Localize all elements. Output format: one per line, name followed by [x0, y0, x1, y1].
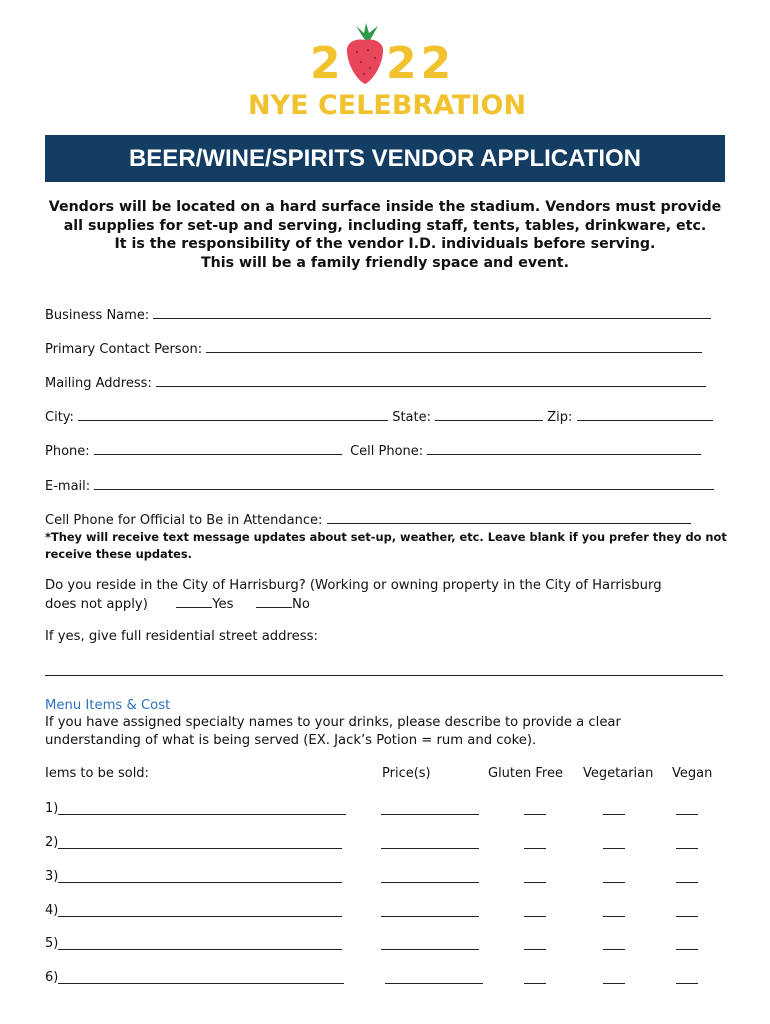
gluten-free-field[interactable] [524, 937, 546, 950]
menu-description-line: If you have assigned specialty names to your drinks, please describe to provide a clear [45, 715, 621, 730]
gluten-free-field[interactable] [524, 971, 546, 984]
price-field[interactable] [381, 937, 479, 950]
residency-question-line2 [45, 595, 735, 614]
mailing-address-field[interactable] [156, 374, 706, 387]
note-line: *They will receive text message updates about set-up, weather, etc. Leave blank if you prefer they do not [45, 530, 727, 544]
column-header-items: Iems to be sold: [45, 766, 149, 781]
vegetarian-field[interactable] [603, 802, 625, 815]
state-label: State: [392, 410, 431, 425]
note-line: receive these updates. [45, 547, 192, 561]
yes-label: Yes [212, 597, 234, 612]
column-header-vegan: Vegan [672, 766, 713, 781]
gluten-free-field[interactable] [524, 904, 546, 917]
residency-question-text: does not apply) [45, 597, 148, 612]
row-number: 3) [45, 869, 59, 884]
official-cell-row [45, 511, 691, 528]
column-header-gluten-free: Gluten Free [488, 766, 563, 781]
logo-year-digits-rest: 22 [386, 38, 456, 89]
residency-question [45, 577, 735, 614]
vegan-field[interactable] [676, 802, 698, 815]
price-field[interactable] [381, 836, 479, 849]
item-field[interactable] [58, 904, 342, 917]
vegetarian-field[interactable] [603, 836, 625, 849]
item-field[interactable] [58, 836, 342, 849]
vegetarian-field[interactable] [603, 937, 625, 950]
phone-row [45, 442, 701, 459]
price-field[interactable] [381, 802, 479, 815]
email-label: E-mail: [45, 479, 91, 494]
mailing-address-row [45, 374, 706, 391]
mailing-address-label: Mailing Address: [45, 376, 152, 391]
no-field[interactable] [256, 595, 292, 608]
row-number: 4) [45, 903, 59, 918]
menu-section-title: Menu Items & Cost [45, 698, 171, 713]
residency-question-line: Do you reside in the City of Harrisburg? (Working or owning property in the City of Harrisburg [45, 578, 662, 593]
gluten-free-field[interactable] [524, 802, 546, 815]
row-number: 2) [45, 835, 59, 850]
vegetarian-field[interactable] [603, 870, 625, 883]
item-field[interactable] [58, 802, 346, 815]
primary-contact-row [45, 340, 702, 357]
zip-label: Zip: [547, 410, 573, 425]
price-field[interactable] [381, 904, 479, 917]
menu-description [45, 714, 735, 750]
logo-year [232, 38, 542, 98]
intro-line: It is the responsibility of the vendor I.D. individuals before serving. [114, 236, 656, 252]
official-cell-label: Cell Phone for Official to Be in Attendance: [45, 513, 323, 528]
row-number: 5) [45, 936, 59, 951]
price-field[interactable] [381, 870, 479, 883]
intro-line: This will be a family friendly space and event. [201, 254, 569, 271]
logo-title: NYE CELEBRATION [247, 90, 527, 121]
column-header-price: Price(s) [382, 766, 431, 781]
city-state-zip-row [45, 408, 713, 425]
address-prompt: If yes, give full residential street address: [45, 629, 318, 644]
yes-field[interactable] [176, 595, 212, 608]
sms-note [45, 529, 735, 563]
logo-year-digit-1: 2 [310, 38, 345, 89]
intro-line: all supplies for set-up and serving, including staff, tents, tables, drinkware, etc. [63, 217, 707, 234]
event-logo [232, 22, 542, 128]
vegan-field[interactable] [676, 971, 698, 984]
price-field[interactable] [385, 971, 483, 984]
official-cell-field[interactable] [327, 511, 691, 524]
page-title: BEER/WINE/SPIRITS VENDOR APPLICATION [45, 135, 725, 182]
business-name-field[interactable] [153, 306, 711, 319]
email-field[interactable] [94, 477, 714, 490]
vegan-field[interactable] [676, 937, 698, 950]
business-name-row [45, 306, 711, 323]
column-header-vegetarian: Vegetarian [583, 766, 654, 781]
row-number: 6) [45, 970, 59, 985]
no-label: No [291, 597, 310, 612]
gluten-free-field[interactable] [524, 836, 546, 849]
gluten-free-field[interactable] [524, 870, 546, 883]
phone-field[interactable] [94, 442, 342, 455]
cell-phone-field[interactable] [427, 442, 701, 455]
vegetarian-field[interactable] [603, 971, 625, 984]
vegan-field[interactable] [676, 870, 698, 883]
item-field[interactable] [58, 937, 342, 950]
strawberry-icon [342, 22, 388, 94]
city-label: City: [45, 410, 74, 425]
business-name-label: Business Name: [45, 308, 150, 323]
email-row [45, 477, 714, 494]
vegan-field[interactable] [676, 836, 698, 849]
city-field[interactable] [78, 408, 388, 421]
intro-line: Vendors will be located on a hard surface inside the stadium. Vendors must provide [48, 199, 722, 215]
menu-description-line: understanding of what is being served (EX. Jack’s Potion = rum and coke). [45, 733, 537, 748]
primary-contact-field[interactable] [206, 340, 702, 353]
residential-address-field[interactable] [45, 675, 723, 676]
item-field[interactable] [58, 870, 342, 883]
primary-contact-label: Primary Contact Person: [45, 342, 203, 357]
item-field[interactable] [58, 971, 344, 984]
row-number: 1) [45, 801, 59, 816]
cell-phone-label: Cell Phone: [350, 444, 424, 459]
phone-label: Phone: [45, 444, 90, 459]
zip-field[interactable] [577, 408, 713, 421]
vegetarian-field[interactable] [603, 904, 625, 917]
state-field[interactable] [435, 408, 543, 421]
intro-paragraph [45, 198, 725, 272]
vegan-field[interactable] [676, 904, 698, 917]
